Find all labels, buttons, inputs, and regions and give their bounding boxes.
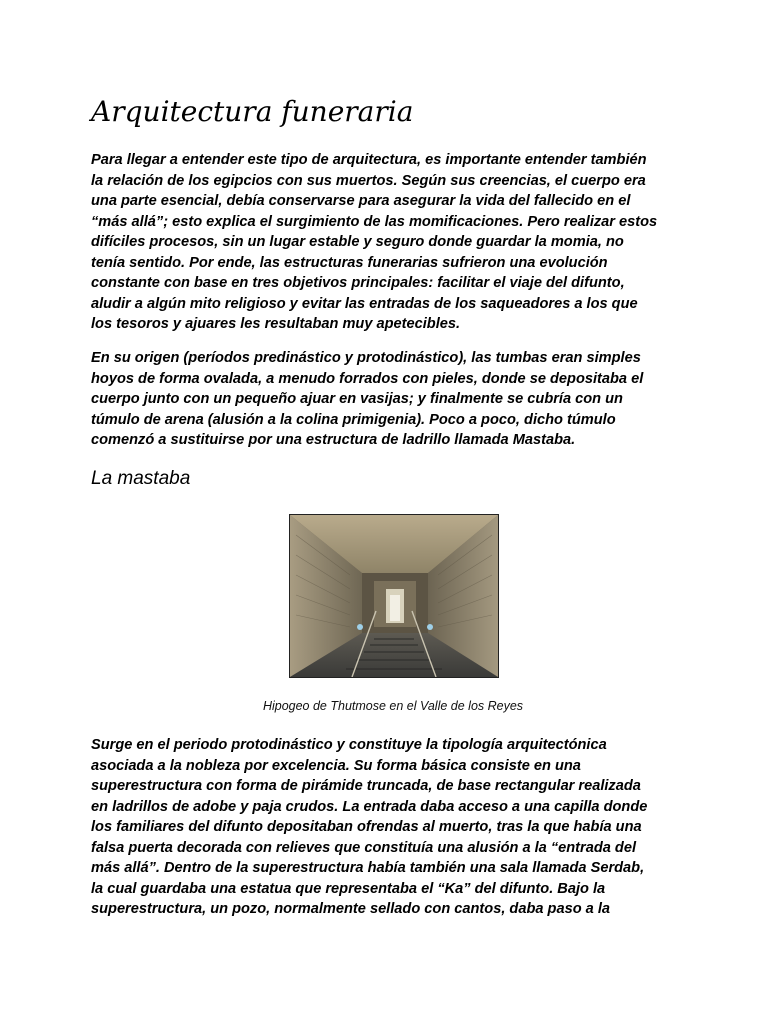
- tomb-corridor-photo: [289, 514, 499, 678]
- paragraph-line: “más allá”; esto explica el surgimiento de las momificaciones. Pero realizar estos: [91, 213, 658, 230]
- paragraph-line: tenía sentido. Por ende, las estructuras funerarias sufrieron una evolución: [91, 254, 608, 271]
- paragraph-line: hoyos de forma ovalada, a menudo forrados con pieles, donde se depositaba el: [91, 370, 644, 387]
- paragraph-line: más allá”. Dentro de la superestructura había también una sala llamada Serdab,: [91, 860, 645, 876]
- paragraph-line: comenzó a sustituirse por una estructura de ladrillo llamada Mastaba.: [91, 432, 576, 448]
- intro-paragraph: [91, 150, 681, 335]
- origin-paragraph: [91, 348, 681, 451]
- paragraph-line: los familiares del difunto depositaban ofrendas al muerto, tras la que había una: [91, 819, 642, 835]
- paragraph-line: superestructura, un pozo, normalmente sellado con cantos, daba paso a la: [91, 901, 611, 917]
- mastaba-paragraph: [91, 735, 681, 920]
- page-title: Arquitectura funeraria: [91, 95, 414, 128]
- figure-caption: Hipogeo de Thutmose en el Valle de los Reyes: [262, 699, 524, 713]
- paragraph-line: la relación de los egipcios con sus muertos. Según sus creencias, el cuerpo era: [91, 172, 646, 189]
- paragraph-line: una parte esencial, debía conservarse para asegurar la vida del fallecido en el: [91, 193, 631, 209]
- paragraph-line: túmulo de arena (alusión a la colina primigenia). Poco a poco, dicho túmulo: [91, 411, 616, 428]
- paragraph-line: la cual guardaba una estatua que representaba el “Ka” del difunto. Bajo la: [91, 880, 606, 897]
- paragraph-line: superestructura con forma de pirámide truncada, de base rectangular realizada: [91, 778, 641, 794]
- paragraph-line: asociada a la nobleza por excelencia. Su forma básica consiste en una: [91, 757, 581, 774]
- paragraph-line: Surge en el periodo protodinástico y constituye la tipología arquitectónica: [91, 737, 607, 753]
- paragraph-line: constante con base en tres objetivos principales: facilitar el viaje del difunto,: [91, 275, 625, 291]
- paragraph-line: falsa puerta decorada con relieves que constituía una alusión a la “entrada del: [91, 839, 637, 856]
- paragraph-line: En su origen (períodos predinástico y protodinástico), las tumbas eran simples: [91, 350, 641, 366]
- paragraph-line: en ladrillos de adobe y paja crudos. La entrada daba acceso a una capilla donde: [91, 798, 648, 815]
- paragraph-line: Para llegar a entender este tipo de arquitectura, es importante entender también: [91, 152, 647, 168]
- paragraph-line: aludir a algún mito religioso y evitar las entradas de los saqueadores a los que: [91, 295, 638, 312]
- section-heading: La mastaba: [91, 468, 191, 489]
- paragraph-line: difíciles procesos, sin un lugar estable y seguro donde guardar la momia, no: [91, 234, 624, 250]
- paragraph-line: los tesoros y ajuares les resultaban muy apetecibles.: [91, 316, 461, 332]
- paragraph-line: cuerpo junto con un pequeño ajuar en vasijas; y finalmente se cubría con un: [91, 391, 623, 407]
